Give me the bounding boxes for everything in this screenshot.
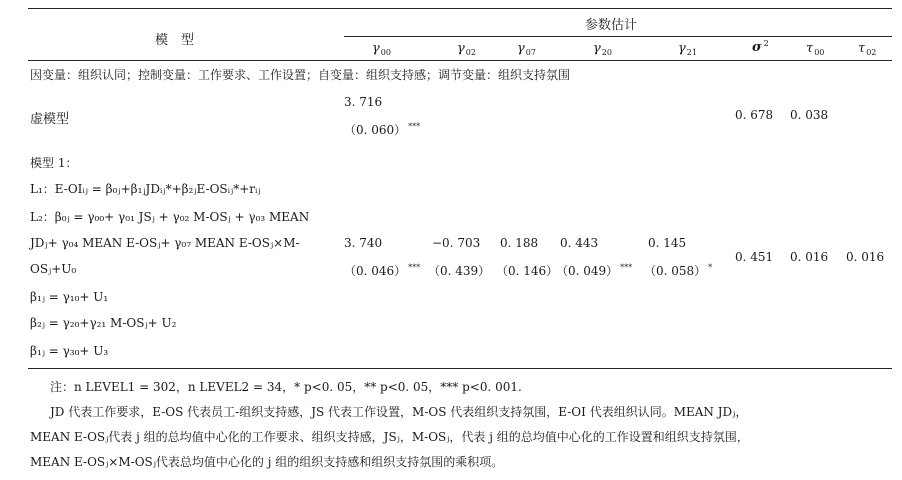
model1-eq-4: OSⱼ+U₀: [30, 262, 77, 276]
bottom-rule: [28, 368, 892, 369]
null-g00-se: （0. 060） ***: [344, 122, 421, 137]
model1-eq-1: L₁：E-OIᵢⱼ = β₀ⱼ+β₁ⱼJDᵢⱼ*+β₂ⱼE-OSᵢⱼ*+rᵢⱼ: [30, 182, 261, 196]
null-g00: 3. 716: [344, 95, 383, 109]
col-tau00: $\tau_{00}$: [806, 41, 825, 57]
model1-eq-7: β₁ⱼ = γ₃₀+ U₃: [30, 344, 109, 358]
m1-sigma2: 0. 451: [735, 250, 774, 264]
model1-eq-6: β₂ⱼ = γ₂₀+γ₂₁ M-OSⱼ+ U₂: [30, 316, 177, 330]
col-gamma20: $\gamma_{20}$: [593, 41, 612, 57]
m1-g02: −0. 703: [432, 236, 481, 250]
header-rule: [28, 60, 892, 61]
params-underline: [344, 36, 892, 37]
col-gamma21: $\gamma_{21}$: [678, 41, 697, 57]
m1-g07-se: （0. 146）: [496, 264, 559, 278]
m1-g21: 0. 145: [648, 236, 687, 250]
m1-g02-se: （0. 439）: [428, 264, 491, 278]
col-sigma2: σ $^2$: [752, 39, 769, 55]
model1-label: 模型 1：: [30, 156, 78, 170]
note-line-3: MEAN E-OSⱼ代表 j 组的总均值中心化的工作要求、组织支持感，JSⱼ，M-OSⱼ，代表 j 组的总均值中心化的工作设置和组织支持氛围，: [30, 430, 749, 444]
model1-eq-2: L₂：β₀ⱼ = γ₀₀+ γ₀₁ JSⱼ + γ₀₂ M-OSⱼ + γ₀₃ MEAN: [30, 210, 310, 224]
null-sigma2: 0. 678: [735, 108, 774, 122]
col-gamma02: $\gamma_{02}$: [457, 41, 476, 57]
variables-line: 因变量：组织认同；控制变量：工作要求、工作设置；自变量：组织支持感；调节变量：组织支持氛围: [30, 68, 571, 82]
m1-g00: 3. 740: [344, 236, 383, 250]
m1-tau02: 0. 016: [846, 250, 885, 264]
m1-g00-se: （0. 046） ***: [344, 263, 421, 278]
params-header: 参数估计: [585, 18, 638, 33]
null-tau00: 0. 038: [790, 108, 829, 122]
model1-eq-3: JDⱼ+ γ₀₄ MEAN E-OSⱼ+ γ₀₇ MEAN E-OSⱼ×M-: [30, 236, 300, 250]
m1-tau00: 0. 016: [790, 250, 829, 264]
note-line-2: JD 代表工作要求，E-OS 代表员工-组织支持感，JS 代表工作设置，M-OS 代表组织支持氛围，E-OI 代表组织认同。MEAN JDⱼ，: [50, 405, 748, 419]
col-gamma07: $\gamma_{07}$: [517, 41, 536, 57]
col-gamma00: $\gamma_{00}$: [372, 41, 391, 57]
col-tau02: $\tau_{02}$: [858, 41, 877, 57]
null-model-label: 虚模型: [30, 112, 70, 127]
top-rule: [28, 8, 892, 9]
m1-g21-se: （0. 058） *: [644, 263, 713, 278]
model-header: 模 型: [155, 33, 195, 48]
m1-g20: 0. 443: [560, 236, 599, 250]
note-line-4: MEAN E-OSⱼ×M-OSⱼ代表总均值中心化的 j 组的组织支持感和组织支持氛围的乘积项。: [30, 455, 504, 469]
m1-g07: 0. 188: [500, 236, 539, 250]
m1-g20-se: （0. 049） ***: [556, 263, 633, 278]
model1-eq-5: β₁ⱼ = γ₁₀+ U₁: [30, 290, 109, 304]
note-line-1: 注：n LEVEL1 = 302，n LEVEL2 = 34，* p<0. 05，** p<0. 05，*** p<0. 001.: [50, 380, 522, 394]
